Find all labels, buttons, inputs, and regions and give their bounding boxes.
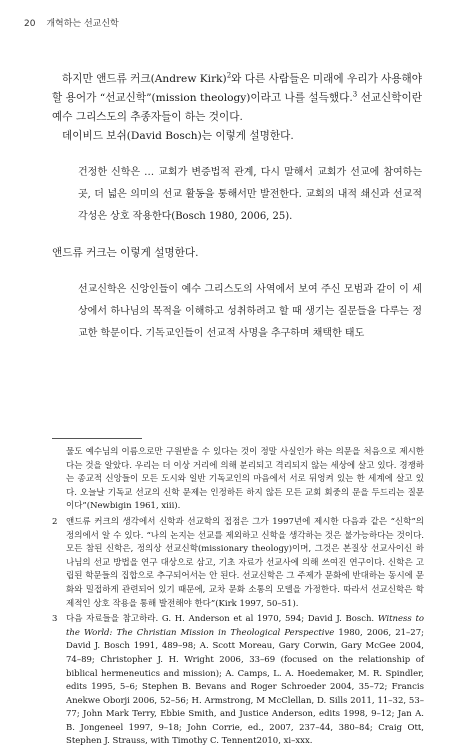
footnote-ref-3[interactable]: 3 [352, 90, 358, 99]
footnote-2 [52, 516, 424, 611]
paragraph-1-part-b: 와 다른 사람들은 미래에 우리가 사용해야 할 용어가 “선교신학”(mission theology)이라고 나를 설득했다. [52, 73, 422, 104]
page-number: 20 [24, 19, 36, 29]
footnote-2-text: 앤드류 커크의 생각에서 신학과 선교학의 접점은 그가 1997년에 제시한 다음과 같은 “신학”의 정의에서 알 수 있다. “나의 논지는 선교를 제외하고 신학을 생각하는 것은 불가능하다는 것이다. 모든 참된 신학은, 정의상 선교신학(missionary theology)이며, 그것은 본질상 선교사이신 하나님의 선교 방법을 연구 대상으로 삼고, 기초 자료가 선교사에 의해 쓰여진 연구이다. 신학은 고립된 학문들의 집합으로 추구되어서는 안 된다. 선교신학은 그 주제가 문화에 반대하는 동시에 문화와 밀접하게 관련되어 있기 때문에, 교차 문화 소통의 모델을 가정한다. 따라서 선교신학은 학제적인 상호 작용을 통해 발전해야 한다”(Kirk 1997, 50–51). [66, 516, 424, 609]
block-quote-kirk: 선교신학은 신앙인들이 예수 그리스도의 사역에서 보여 주신 모범과 같이 이 세상에서 하나님의 목적을 이해하고 성취하려고 할 때 생기는 질문들을 다루는 정교한 학문이다. 기독교인들이 선교적 사명을 추구하며 채택한 태도 [78, 284, 422, 339]
footnote-1-continued: 물도 예수님의 이름으로만 구원받을 수 있다는 것이 정말 사실인가 하는 의문을 처음으로 제시한다는 것을 알았다. 우리는 더 이상 거리에 의해 분리되고 격리되지 않는 세상에 살고 있다. 경쟁하는 종교적 신앙들이 모든 도시와 일반 기독교인의 마음에서 서로 뒤엉켜 있는 한 세계에 살고 있다. 오늘날 기독교 선교의 신학 문제는 인정하든 하지 않든 모든 교회 회중의 문을 두드리는 질문이다”(Newbigin 1961, xiii). [66, 447, 424, 512]
footnote-ref-2[interactable]: 2 [226, 71, 232, 80]
footnote-3-text [66, 613, 424, 749]
body-text [52, 70, 422, 345]
block-quote-bosch: 건정한 신학은 … 교회가 변증법적 관계, 다시 말해서 교회가 선교에 참여하는 곳, 더 넓은 의미의 선교 활동을 통해서만 발전한다. 교회의 내적 쇄신과 선교적 각성은 상호 작용한다(Bosch 1980, 2006, 25). [78, 167, 422, 222]
running-title: 개혁하는 선교신학 [46, 19, 119, 29]
paragraph-1-part-c: 선교신학이란 예수 그리스도의 추종자들이 하는 것이다. [52, 92, 422, 123]
footnotes [52, 446, 424, 749]
paragraph-2: 데이비드 보쉬(David Bosch)는 이렇게 설명한다. [62, 130, 294, 142]
footnote-3-number: 3 [52, 614, 58, 625]
paragraph-1-part-a: 하지만 앤드류 커크(Andrew Kirk) [62, 73, 227, 85]
paragraph-3: 앤드류 커크는 이렇게 설명한다. [52, 247, 199, 259]
footnote-divider [52, 438, 142, 439]
footnote-3-book-title: Witness to the World: The Christian Mission in Theological Perspective [66, 614, 425, 638]
footnote-3-part-a: 다음 자료들을 참고하라. G. H. Anderson et al 1970, 594; David J. Bosch. [66, 614, 378, 625]
footnote-3-part-b: 1980, 2006, 21–27; David J. Bosch 1991, 489–98; A. Scott Moreau, Gary Corwin, Gary McGee 2004, 74–89; Christopher J. H. Wright 2006, 33–69 (focused on the relationship of biblical hermeneutics and mission); A. Camps, L. A. Hoedemaker, M. R. Spindler, edits 1995, 5–6; Stephen B. Bevans and Roger Schroeder 2004, 35–72; Francis Anekwe Oborji 2006, 52–56; H. Armstrong, M McClellan, D. Sills 2011, 11–32, 53–77; John Mark Terry, Ebbie Smith, and Justice Anderson, edits 1998, 9–12; Jan A. B. Jongeneel 1997, 9–18; John Corrie, ed., 2007, 237–44, 380–84; Craig Ott, Stephen J. Strauss, with Timothy C. Tennent2010, xi–xxx. [66, 627, 424, 747]
paragraph-1 [52, 70, 422, 127]
footnote-3 [52, 613, 424, 749]
running-head [24, 16, 119, 29]
footnote-2-number: 2 [52, 516, 58, 527]
